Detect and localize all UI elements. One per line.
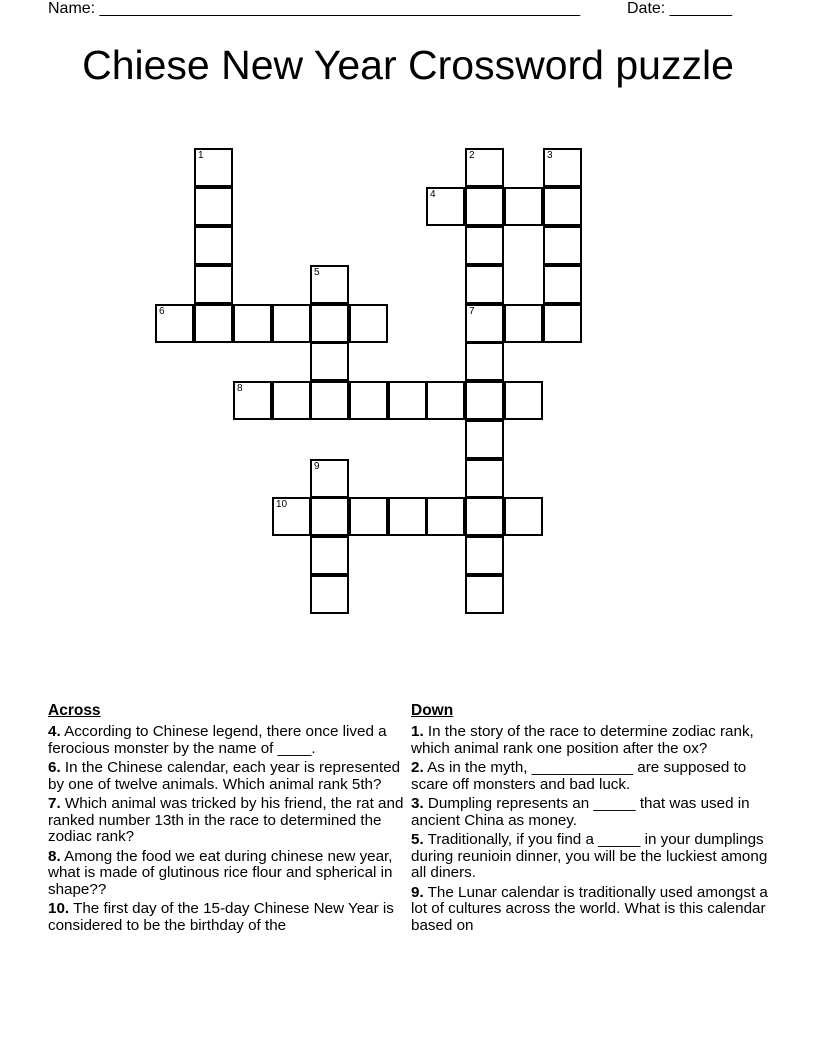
- grid-cell[interactable]: [504, 497, 543, 536]
- grid-cell[interactable]: [465, 304, 504, 343]
- grid-cell[interactable]: [465, 265, 504, 304]
- clue-num: 7.: [48, 795, 61, 812]
- clue-number: 9: [314, 461, 320, 472]
- clue-item: [48, 849, 408, 899]
- clue-text: According to Chinese legend, there once lived a ferocious monster by the name of ____.: [48, 723, 387, 757]
- grid-cell[interactable]: [194, 148, 233, 187]
- clue-text: Traditionally, if you find a _____ in your dumplings during reunioin dinner, you will be the luckiest among all diners.: [411, 831, 768, 881]
- grid-cell[interactable]: [543, 187, 582, 226]
- grid-cell[interactable]: [233, 381, 272, 420]
- grid-cell[interactable]: [465, 148, 504, 187]
- grid-cell[interactable]: [155, 304, 194, 343]
- clue-number: 2: [469, 150, 475, 161]
- grid-cell[interactable]: [426, 497, 465, 536]
- page-title: Chiese New Year Crossword puzzle: [82, 42, 734, 88]
- grid-cell[interactable]: [233, 304, 272, 343]
- grid-cell[interactable]: [504, 304, 543, 343]
- clue-item: [48, 901, 408, 934]
- grid-cell[interactable]: [504, 381, 543, 420]
- grid-cell[interactable]: [310, 342, 349, 381]
- clue-number: 10: [276, 499, 288, 510]
- grid-cell[interactable]: [543, 304, 582, 343]
- name-field-label[interactable]: Name: ______________________________________________________: [48, 0, 581, 17]
- grid-cell[interactable]: [543, 148, 582, 187]
- clue-item: [411, 885, 771, 935]
- grid-cell[interactable]: [310, 265, 349, 304]
- grid-cell[interactable]: [543, 265, 582, 304]
- grid-cell[interactable]: [543, 226, 582, 265]
- grid-cell[interactable]: [310, 536, 349, 575]
- clue-text: In the story of the race to determine zodiac rank, which animal rank one position after the ox?: [411, 723, 754, 757]
- grid-cell[interactable]: [194, 187, 233, 226]
- grid-cell[interactable]: [465, 459, 504, 498]
- clue-num: 6.: [48, 759, 61, 776]
- grid-cell[interactable]: [194, 226, 233, 265]
- grid-cell[interactable]: [465, 187, 504, 226]
- clue-item: [411, 796, 771, 829]
- clue-num: 2.: [411, 759, 424, 776]
- clue-num: 9.: [411, 883, 424, 901]
- grid-cell[interactable]: [272, 497, 311, 536]
- grid-cell[interactable]: [426, 381, 465, 420]
- date-field-label[interactable]: Date: _______: [627, 0, 732, 17]
- grid-cell[interactable]: [465, 497, 504, 536]
- down-heading: Down: [411, 702, 454, 719]
- grid-cell[interactable]: [194, 304, 233, 343]
- clue-text: Dumpling represents an _____ that was used in ancient China as money.: [411, 795, 750, 829]
- grid-cell[interactable]: [465, 420, 504, 459]
- clue-text: Which animal was tricked by his friend, the rat and ranked number 13th in the race to determined the zodiac rank?: [48, 795, 404, 845]
- down-clues: [411, 700, 771, 937]
- grid-cell[interactable]: [465, 342, 504, 381]
- clue-text: In the Chinese calendar, each year is represented by one of twelve animals. Which animal rank 5th?: [48, 759, 401, 793]
- clue-number: 8: [237, 383, 243, 394]
- grid-cell[interactable]: [465, 575, 504, 614]
- grid-cell[interactable]: [194, 265, 233, 304]
- clue-number: 7: [469, 306, 475, 317]
- across-heading: Across: [48, 702, 101, 719]
- grid-cell[interactable]: [349, 381, 388, 420]
- grid-cell[interactable]: [272, 304, 311, 343]
- clue-item: [48, 796, 408, 846]
- grid-cell[interactable]: [465, 226, 504, 265]
- clue-number: 6: [159, 306, 165, 317]
- grid-cell[interactable]: [272, 381, 311, 420]
- grid-cell[interactable]: [310, 497, 349, 536]
- clue-number: 3: [547, 150, 553, 161]
- grid-cell[interactable]: [388, 497, 427, 536]
- clue-text: As in the myth, ____________ are supposed to scare off monsters and bad luck.: [411, 759, 747, 793]
- clue-item: [411, 832, 771, 882]
- grid-cell[interactable]: [426, 187, 465, 226]
- grid-cell[interactable]: [349, 497, 388, 536]
- clue-num: 3.: [411, 795, 424, 812]
- clue-number: 1: [198, 150, 204, 161]
- clue-num: 1.: [411, 723, 424, 740]
- clue-item: [411, 760, 771, 793]
- clue-num: 8.: [48, 847, 61, 865]
- clue-text: The Lunar calendar is traditionally used amongst a lot of cultures across the world. What is this calendar based on: [411, 883, 768, 934]
- clue-item: [48, 760, 408, 793]
- clue-number: 5: [314, 267, 320, 278]
- clue-num: 5.: [411, 831, 424, 848]
- clue-text: The first day of the 15-day Chinese New Year is considered to be the birthday of the: [48, 900, 394, 934]
- across-clues: [48, 700, 408, 937]
- grid-cell[interactable]: [310, 459, 349, 498]
- grid-cell[interactable]: [310, 381, 349, 420]
- grid-cell[interactable]: [310, 304, 349, 343]
- grid-cell[interactable]: [388, 381, 427, 420]
- grid-cell[interactable]: [349, 304, 388, 343]
- clue-number: 4: [430, 189, 436, 200]
- grid-cell[interactable]: [465, 381, 504, 420]
- clue-text: Among the food we eat during chinese new year, what is made of glutinous rice flour and spherical in shape??: [48, 847, 393, 898]
- clue-num: 10.: [48, 900, 70, 917]
- clue-item: [411, 724, 771, 757]
- clue-num: 4.: [48, 723, 61, 740]
- grid-cell[interactable]: [504, 187, 543, 226]
- grid-cell[interactable]: [465, 536, 504, 575]
- clue-item: [48, 724, 408, 757]
- grid-cell[interactable]: [310, 575, 349, 614]
